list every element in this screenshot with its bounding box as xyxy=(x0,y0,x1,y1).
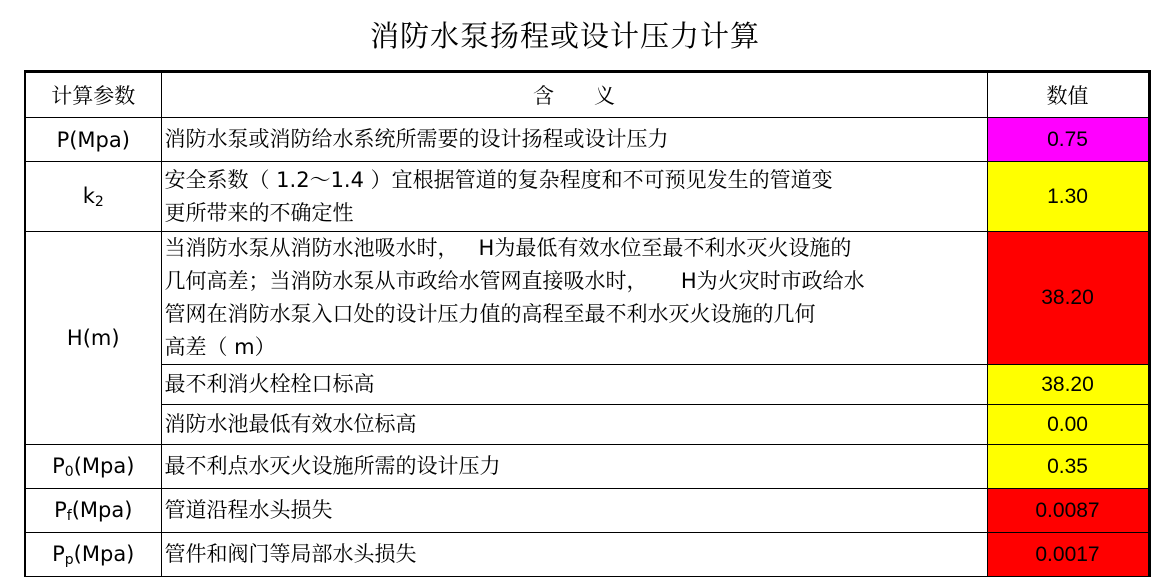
meaning-cell: 最不利消火栓栓口标高 xyxy=(161,365,987,405)
header-param: 计算参数 xyxy=(25,72,161,118)
meaning-line: 高差（ m） xyxy=(164,335,276,359)
param-main: P xyxy=(54,497,67,522)
meaning-line: 管网在消防水泵入口处的设计压力值的高程至最不利水灭火设施的几何 xyxy=(164,302,816,326)
meaning-cell xyxy=(161,232,987,365)
table-row xyxy=(25,365,1149,405)
param-main: P xyxy=(52,453,65,478)
value-cell: 0.00 xyxy=(987,405,1149,445)
table-row xyxy=(25,405,1149,445)
meaning-line: 当消防水泵从消防水池吸水时， H为最低有效水位至最不利水灭火设施的 xyxy=(164,236,852,260)
param-main: k xyxy=(82,183,95,208)
param-main: P xyxy=(52,541,65,566)
param-cell xyxy=(25,533,161,577)
meaning-line: 几何高差；当消防水泵从市政给水管网直接吸水时， H为火灾时市政给水 xyxy=(164,269,865,293)
param-sub: 0 xyxy=(64,463,74,480)
param-cell: H(m) xyxy=(25,232,161,445)
meaning-line: 更所带来的不确定性 xyxy=(164,200,354,225)
table-row xyxy=(25,162,1149,232)
param-cell: P(Mpa) xyxy=(25,118,161,162)
param-cell xyxy=(25,489,161,533)
header-value: 数值 xyxy=(987,72,1149,118)
param-sub: p xyxy=(64,551,74,568)
meaning-cell: 管道沿程水头损失 xyxy=(161,489,987,533)
table-row xyxy=(25,232,1149,365)
header-meaning xyxy=(161,72,987,118)
header-meaning-b: 义 xyxy=(594,84,615,108)
meaning-cell: 管件和阀门等局部水头损失 xyxy=(161,533,987,577)
param-tail: (Mpa) xyxy=(73,453,135,478)
table-row xyxy=(25,533,1149,577)
value-cell: 0.0017 xyxy=(987,533,1149,577)
param-tail: (Mpa) xyxy=(71,497,133,522)
value-cell: 0.35 xyxy=(987,445,1149,489)
value-cell: 0.75 xyxy=(987,118,1149,162)
table-row xyxy=(25,489,1149,533)
meaning-cell: 消防水泵或消防给水系统所需要的设计扬程或设计压力 xyxy=(161,118,987,162)
value-cell: 38.20 xyxy=(987,232,1149,365)
value-cell: 38.20 xyxy=(987,365,1149,405)
page-title: 消防水泵扬程或设计压力计算 xyxy=(369,19,760,53)
table-header-row xyxy=(25,72,1149,118)
meaning-cell: 最不利点水灭火设施所需的设计压力 xyxy=(161,445,987,489)
meaning-cell: 消防水池最低有效水位标高 xyxy=(161,405,987,445)
param-cell xyxy=(25,162,161,232)
calculation-table xyxy=(24,70,1151,577)
meaning-line: 安全系数（ 1.2～1.4 ）宜根据管道的复杂程度和不可预见发生的管道变 xyxy=(164,167,833,192)
table-row xyxy=(25,445,1149,489)
param-sub: f xyxy=(66,507,72,524)
value-cell: 0.0087 xyxy=(987,489,1149,533)
value-cell: 1.30 xyxy=(987,162,1149,232)
meaning-cell xyxy=(161,162,987,232)
header-meaning-a: 含 xyxy=(533,84,554,108)
param-cell xyxy=(25,445,161,489)
table-row xyxy=(25,118,1149,162)
param-tail: (Mpa) xyxy=(73,541,135,566)
param-sub: 2 xyxy=(94,193,104,210)
